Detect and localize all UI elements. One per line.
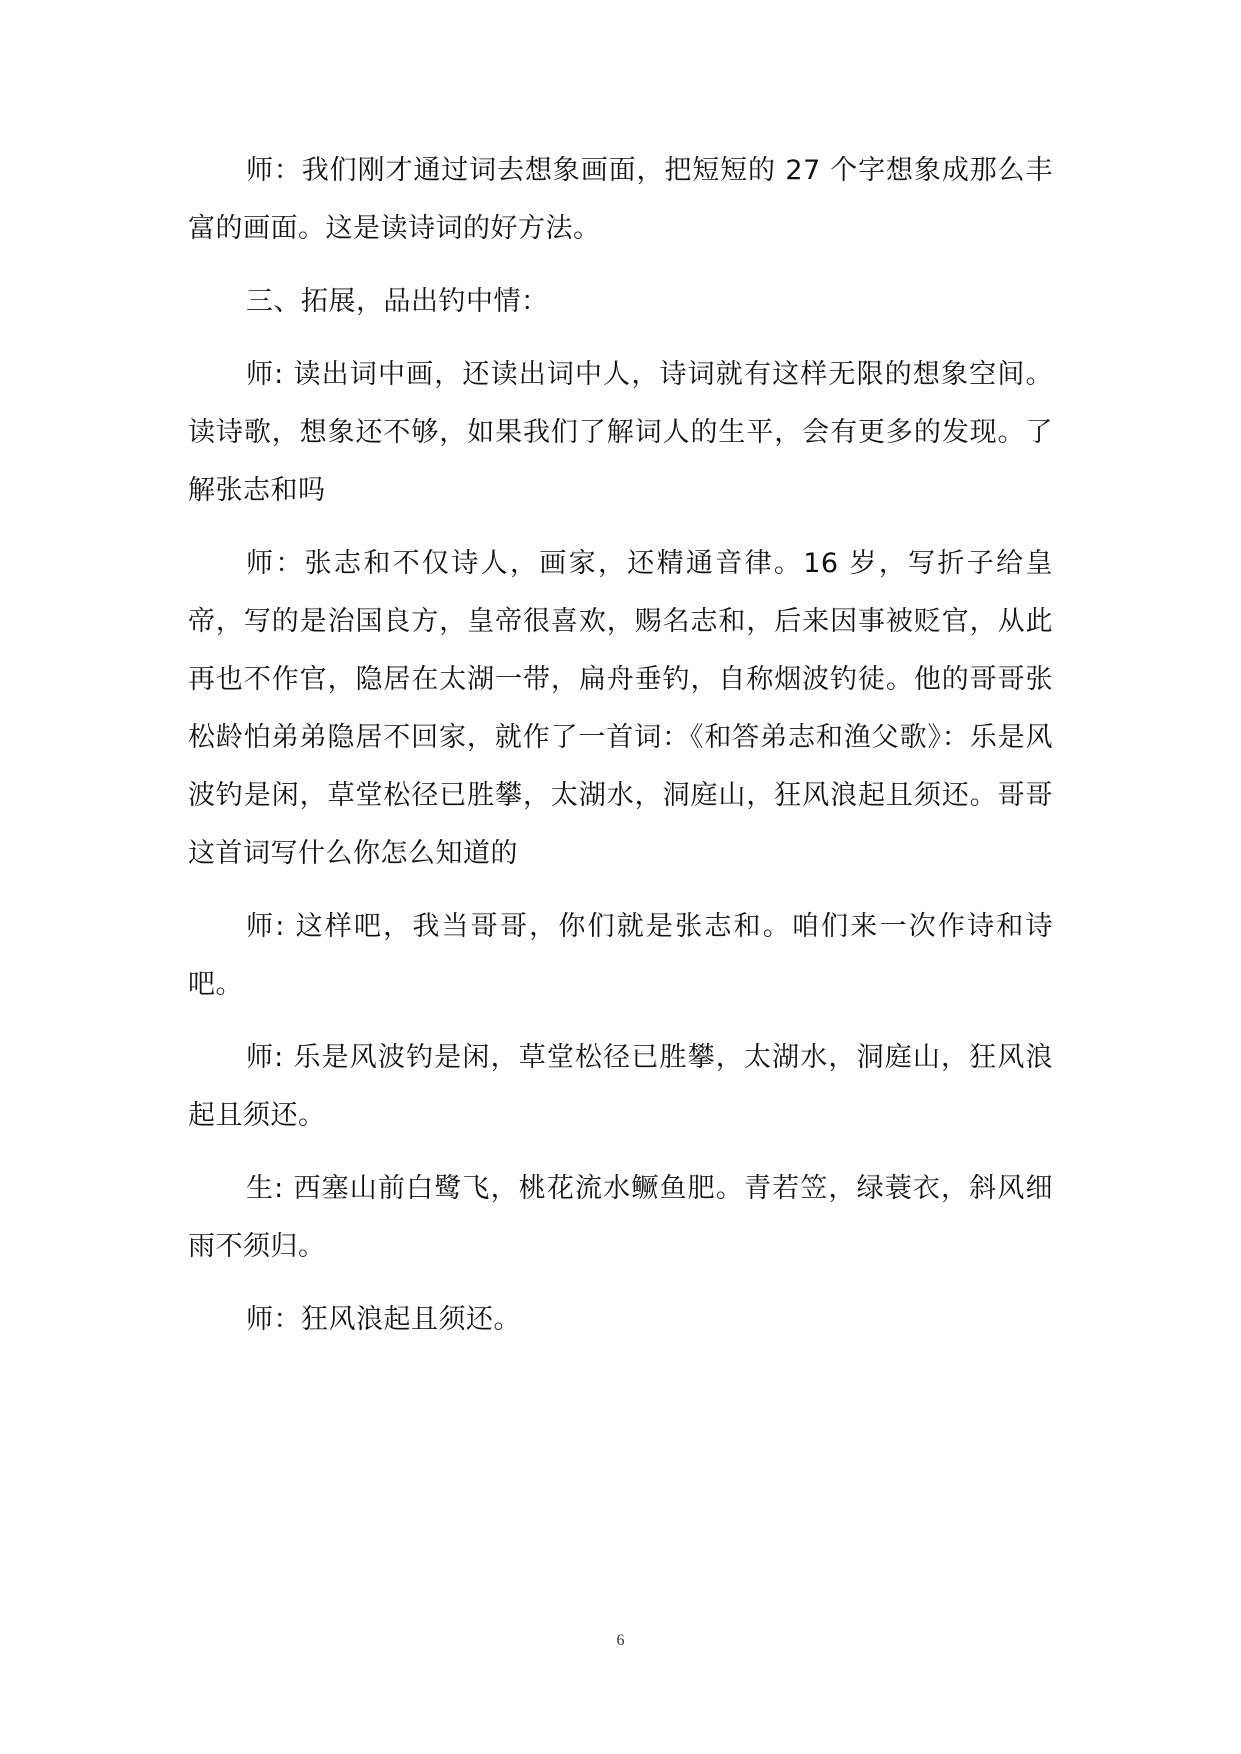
paragraph-4: 师: 这样吧，我当哥哥，你们就是张志和。咱们来一次作诗和诗吧。 (188, 911, 1053, 1000)
paragraph-6: 生: 西塞山前白鹭飞，桃花流水鳜鱼肥。青若笠，绿蓑衣，斜风细雨不须归。 (188, 1173, 1053, 1262)
paragraph-7: 师：狂风浪起且须还。 (246, 1304, 521, 1335)
paragraph-3: 师：张志和不仅诗人，画家，还精通音律。16 岁，写折子给皇帝，写的是治国良方，皇帝很喜欢，赐名志和，后来因事被贬官，从此再也不作官，隐居在太湖一带，扁舟垂钓，自称烟波钓徒。他的哥哥张松龄怕弟弟隐居不回家，就作了一首词：《和答弟志和渔父歌》：乐是风波钓是闲，草堂松径已胜攀，太湖水，洞庭山，狂风浪起且须还。哥哥这首词写什么你怎么知道的 (188, 548, 1053, 869)
paragraph-5: 师: 乐是风波钓是闲，草堂松径已胜攀，太湖水，洞庭山，狂风浪起且须还。 (188, 1042, 1053, 1131)
paragraph-2: 师: 读出词中画，还读出词中人，诗词就有这样无限的想象空间。读诗歌，想象还不够，如果我们了解词人的生平，会有更多的发现。了解张志和吗 (188, 359, 1053, 506)
paragraph-1: 师：我们刚才通过词去想象画面，把短短的 27 个字想象成那么丰富的画面。这是读诗词的好方法。 (188, 155, 1053, 244)
document-body (188, 142, 1053, 1364)
page-number: 6 (616, 1632, 625, 1649)
section-heading-3: 三、拓展，品出钓中情： (246, 286, 549, 317)
